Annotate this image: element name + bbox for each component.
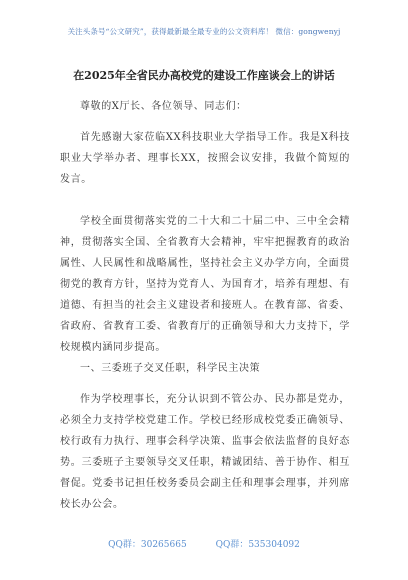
header-note: 关注头条号“公文研究”，获得最新最全最专业的公文资料库！ 微信：gongwenyj <box>67 27 341 36</box>
paragraph-text: 学校全面贯彻落实党的二十大和二十届二中、三中全会精神，贯彻落实全国、全省教育大会精神，牢牢把握教育的政治属性、人民属性和战略属性，坚持社会主义办学方向，全面贯彻党的教育方针，坚持为党育人、为国育才，培养有理想、有道德、有担当的社会主义建设者和接班人。在教育部、省委、省政府、省教育工委、省教育厅的正确领导和大力支持下，学校规模内涵同步提高。 <box>60 216 350 353</box>
section-heading <box>60 358 350 379</box>
footer-qq-group-1: QQ群：30265665 <box>108 540 187 550</box>
document-title: 在2025年全省民办高校党的建设工作座谈会上的讲话 <box>73 69 335 82</box>
section-heading-text: 一、三委班子交叉任职，科学民主决策 <box>80 363 261 374</box>
paragraph-governance <box>60 389 350 515</box>
paragraph-school-overview <box>60 211 350 358</box>
paragraph-opening <box>60 127 350 190</box>
greeting: 尊敬的X厅长、各位领导、同志们： <box>80 101 247 112</box>
paragraph-text: 作为学校理事长，充分认识到不管公办、民办都是党办，必须全力支持学校党建工作。学校已经形成校党委正确领导、校行政有力执行、理事会科学决策、监事会依法监督的良好态势。三委班子主要领导交叉任职，精诚团结、善于协作、相互督促。党委书记担任校务委员会副主任和理事会理事，并列席校长办公会。 <box>60 394 350 510</box>
footer-contact <box>0 537 408 550</box>
footer-qq-group-2: QQ群：535304092 <box>215 540 300 550</box>
paragraph-text: 首先感谢大家莅临XX科技职业大学指导工作。我是X科技职业大学举办者、理事长XX，按照会议安排，我做个简短的发言。 <box>60 132 350 185</box>
